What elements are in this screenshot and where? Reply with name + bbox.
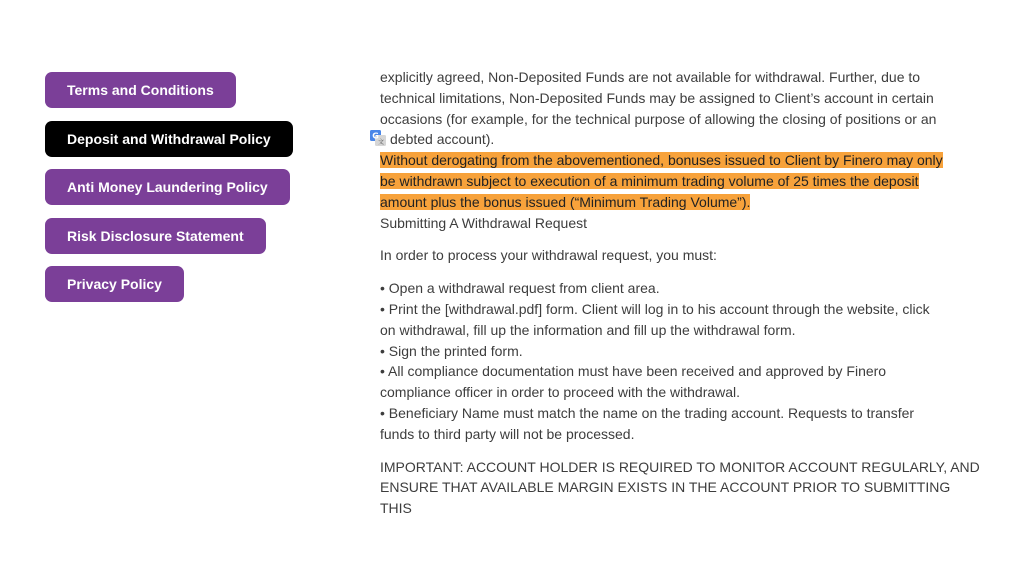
highlighted-line: Without derogating from the abovementioned, bonuses issued to Client by Finero may only <box>380 152 943 169</box>
list-line: • Sign the printed form. <box>380 342 523 359</box>
svg-text:文: 文 <box>377 139 385 146</box>
list-line: • Print the [withdrawal.pdf] form. Client will log in to his account through the website, click <box>380 300 930 317</box>
requirements-list <box>380 278 980 444</box>
policy-content <box>372 67 980 519</box>
list-line: • All compliance documentation must have been received and approved by Finero <box>380 363 887 380</box>
policy-sidebar <box>45 72 305 315</box>
list-line: compliance officer in order to proceed with the withdrawal. <box>380 384 741 401</box>
list-line: funds to third party will not be processed. <box>380 425 635 442</box>
list-line: • Beneficiary Name must match the name on the trading account. Requests to transfer <box>380 404 915 421</box>
list-line: on withdrawal, fill up the information and fill up the withdrawal form. <box>380 321 796 338</box>
withdrawal-paragraph-1 <box>377 67 980 150</box>
intro-text: In order to process your withdrawal request, you must: <box>380 247 717 264</box>
nav-privacy-policy[interactable]: Privacy Policy <box>45 266 184 302</box>
text-line: explicitly agreed, Non-Deposited Funds are not available for withdrawal. Further, due to <box>380 69 921 85</box>
nav-terms-and-conditions[interactable]: Terms and Conditions <box>45 72 236 108</box>
text-line: debted account). <box>390 131 495 148</box>
nav-deposit-withdrawal-policy[interactable]: Deposit and Withdrawal Policy <box>45 121 293 157</box>
notice-line: IMPORTANT: ACCOUNT HOLDER IS REQUIRED TO MONITOR ACCOUNT REGULARLY, AND <box>380 458 980 475</box>
text-line: technical limitations, Non-Deposited Funds may be assigned to Client’s account in certain <box>380 89 934 106</box>
text-line: occasions (for example, for the technical purpose of allowing the closing of positions or an <box>380 110 937 127</box>
nav-anti-money-laundering-policy[interactable]: Anti Money Laundering Policy <box>45 169 290 205</box>
highlighted-line: amount plus the bonus issued (“Minimum Trading Volume”). <box>380 193 751 210</box>
highlighted-line: be withdrawn subject to execution of a minimum trading volume of 25 times the deposit <box>380 172 919 189</box>
notice-line: ENSURE THAT AVAILABLE MARGIN EXISTS IN THE ACCOUNT PRIOR TO SUBMITTING THIS <box>380 479 951 517</box>
google-translate-icon[interactable] <box>370 130 386 146</box>
important-notice <box>380 457 980 519</box>
svg-text:G: G <box>372 131 379 141</box>
section-title: Submitting A Withdrawal Request <box>380 214 587 231</box>
bonus-highlight-paragraph <box>380 150 980 212</box>
list-line: • Open a withdrawal request from client area. <box>380 280 660 297</box>
nav-risk-disclosure-statement[interactable]: Risk Disclosure Statement <box>45 218 266 254</box>
